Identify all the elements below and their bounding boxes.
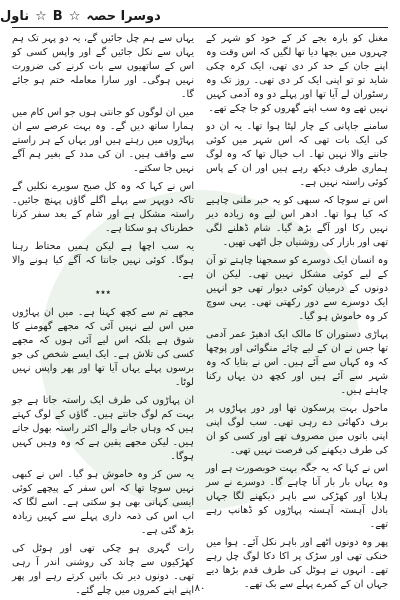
page-footer	[0, 583, 400, 594]
right-column	[206, 32, 388, 590]
paragraph: رات گہری ہو چکی تھی اور ہوٹل کی کھڑکیوں سے چاند کی روشنی اندر آ رہی تھی۔ دونوں دیر تک باتیں کرتے رہے اور پھر اپنے اپنے کمروں میں چلے گئے۔	[12, 543, 194, 596]
episode-letter: B	[52, 8, 63, 24]
star-icon: ☆	[35, 8, 47, 24]
paragraph: پھر وہ دونوں اٹھے اور باہر نکل آئے۔ ہوا میں خنکی تھی اور سڑک پر اکا دکا لوگ چل رہے تھے۔ انہوں نے ہوٹل کی طرف قدم بڑھا دیے جہاں ان کے کمرے پہلے سے بک تھے۔	[206, 537, 388, 590]
paragraph: اس نے سوچا کہ سبھی کو یہ خبر ملنی چاہیے کہ کیا ہوا تھا۔ ادھر اس لیے وہ زیادہ دیر نہیں رکا اور آگے بڑھ گیا۔ شام ڈھلنے لگی تھی اور بازار کی روشنیاں جل اٹھی تھیں۔	[206, 195, 388, 248]
paragraph: ان پہاڑوں کی طرف ایک راستہ جاتا ہے جو بہت کم لوگ جانتے ہیں۔ گاؤں کے لوگ کہتے ہیں کہ وہاں جانے والے اکثر راستہ بھول جاتے ہیں۔ لیکن مجھے یقین ہے کہ وہ وہیں کہیں ہوگا۔	[12, 395, 194, 462]
page-header	[0, 6, 400, 26]
star-icon: ☆	[68, 8, 81, 24]
paragraph: ماحول بہت پرسکون تھا اور دور پہاڑوں پر برف دکھائی دے رہی تھی۔ سب لوگ اپنی اپنی باتوں میں مصروف تھے اور کسی کو ان کی طرف دیکھنے کی فرصت نہیں تھی۔	[206, 403, 388, 456]
paragraph: میں ان لوگوں کو جانتی ہوں جو اس کام میں ہمارا ساتھ دیں گے۔ وہ بہت عرصے سے ان پہاڑوں میں رہتے ہیں اور یہاں کے ہر راستے سے واقف ہیں۔ ان کی مدد کے بغیر ہم آگے نہیں جا سکتے۔	[12, 107, 194, 174]
paragraph: یہ سب اچھا ہے لیکن ہمیں محتاط رہنا ہوگا۔ کوئی نہیں جانتا کہ آگے کیا ہونے والا ہے۔	[12, 241, 194, 280]
magazine-label: ناول	[0, 8, 30, 24]
paragraph: وہ انسان ایک دوسرے کو سمجھنا چاہتے تو آن کے لیے کوئی مشکل نہیں تھی۔ لیکن ان دونوں کے درمیان کوئی دیوار تھی جو انہیں ایک دوسرے سے دور رکھتی تھی۔ یہی سوچ کر وہ خاموش ہو گیا۔	[206, 255, 388, 322]
paragraph: یہ سن کر وہ خاموش ہو گیا۔ اس نے کبھی نہیں سوچا تھا کہ اس سفر کے پیچھے کوئی ایسی کہانی بھی ہو سکتی ہے۔ اسے لگا کہ اب اس کی ذمہ داری پہلے سے کہیں زیادہ بڑھ گئی ہے۔	[12, 469, 194, 536]
part-label: دوسرا حصہ	[86, 8, 161, 24]
paragraph: پہاڑی دستوران کا مالک ایک ادھیڑ عمر آدمی تھا جس نے ان کے لیے چائے منگوائی اور پوچھا کہ وہ کہاں سے آئے ہیں۔ اس نے بتایا کہ وہ شہر سے آئے ہیں اور کچھ دن یہاں رکنا چاہتے ہیں۔	[206, 329, 388, 396]
paragraph: مجھے تم سے کچھ کہنا ہے۔ میں ان پہاڑوں میں اس لیے نہیں آئی کہ مجھے گھومنے کا شوق ہے بلکہ اس لیے آئی ہوں کہ مجھے کسی کی تلاش ہے۔ ایک ایسے شخص کی جو برسوں پہلے یہاں آیا تھا اور پھر واپس نہیں لوٹا۔	[12, 307, 194, 388]
paragraph: اس نے کہا کہ یہ جگہ بہت خوبصورت ہے اور وہ یہاں بار بار آنا چاہے گا۔ دوسرے نے سر ہلایا اور کھڑکی سے باہر دیکھنے لگا جہاں بادل آہستہ آہستہ پہاڑوں کو ڈھانپ رہے تھے۔	[206, 463, 388, 530]
header-divider	[12, 27, 388, 28]
paragraph: اس نے کہا کہ وہ کل صبح سویرے نکلیں گے تاکہ دوپہر سے پہلے اگلے گاؤں پہنچ جائیں۔ راستہ مشکل ہے اور شام کے بعد سفر کرنا خطرناک ہو سکتا ہے۔	[12, 181, 194, 234]
left-column	[12, 32, 194, 596]
page-number: ۸۰	[194, 583, 206, 594]
paragraph: مغنل کو بارہ بجے کر کے خود کو شہر کے چہروں میں بچھا دیا تھا لگیں کہ اس وقت وہ اپنے جان کے حد کر دی تھی، ایک کرہ چکی شاید تو تو اپنی ایک کر دی تھی۔ روز تک وہ رسٹوران لے آیا تھا اور پہلے دو وہ آدمی کہیں نہیں تھے وہ سب اپنے گھروں کو جا چکے تھے۔	[206, 33, 388, 114]
paragraph: یہاں سے ہم چل جائیں گے، یہ دو پہر تک ہم یہاں سے نکل جائیں گے اور واپس کسی کو اس کے ساتھیوں سے بات کرنے کی ضرورت نہیں ہوگی۔ اور سارا معاملہ ختم ہو جائے گا۔	[12, 33, 194, 100]
paragraph: سامنے جاپانی کے چار لپٹا ہوا تھا۔ یہ ان دو کی ایک بات تھی کہ اس شہر میں کوئی جاننے والا نہیں تھا۔ اب خیال تھا کہ وہ لوگ ہماری طرف دیکھ رہے ہیں اور ان کے پاس کوئی راستہ نہیں ہے۔	[206, 121, 388, 188]
section-break: ٭٭٭	[95, 287, 111, 298]
